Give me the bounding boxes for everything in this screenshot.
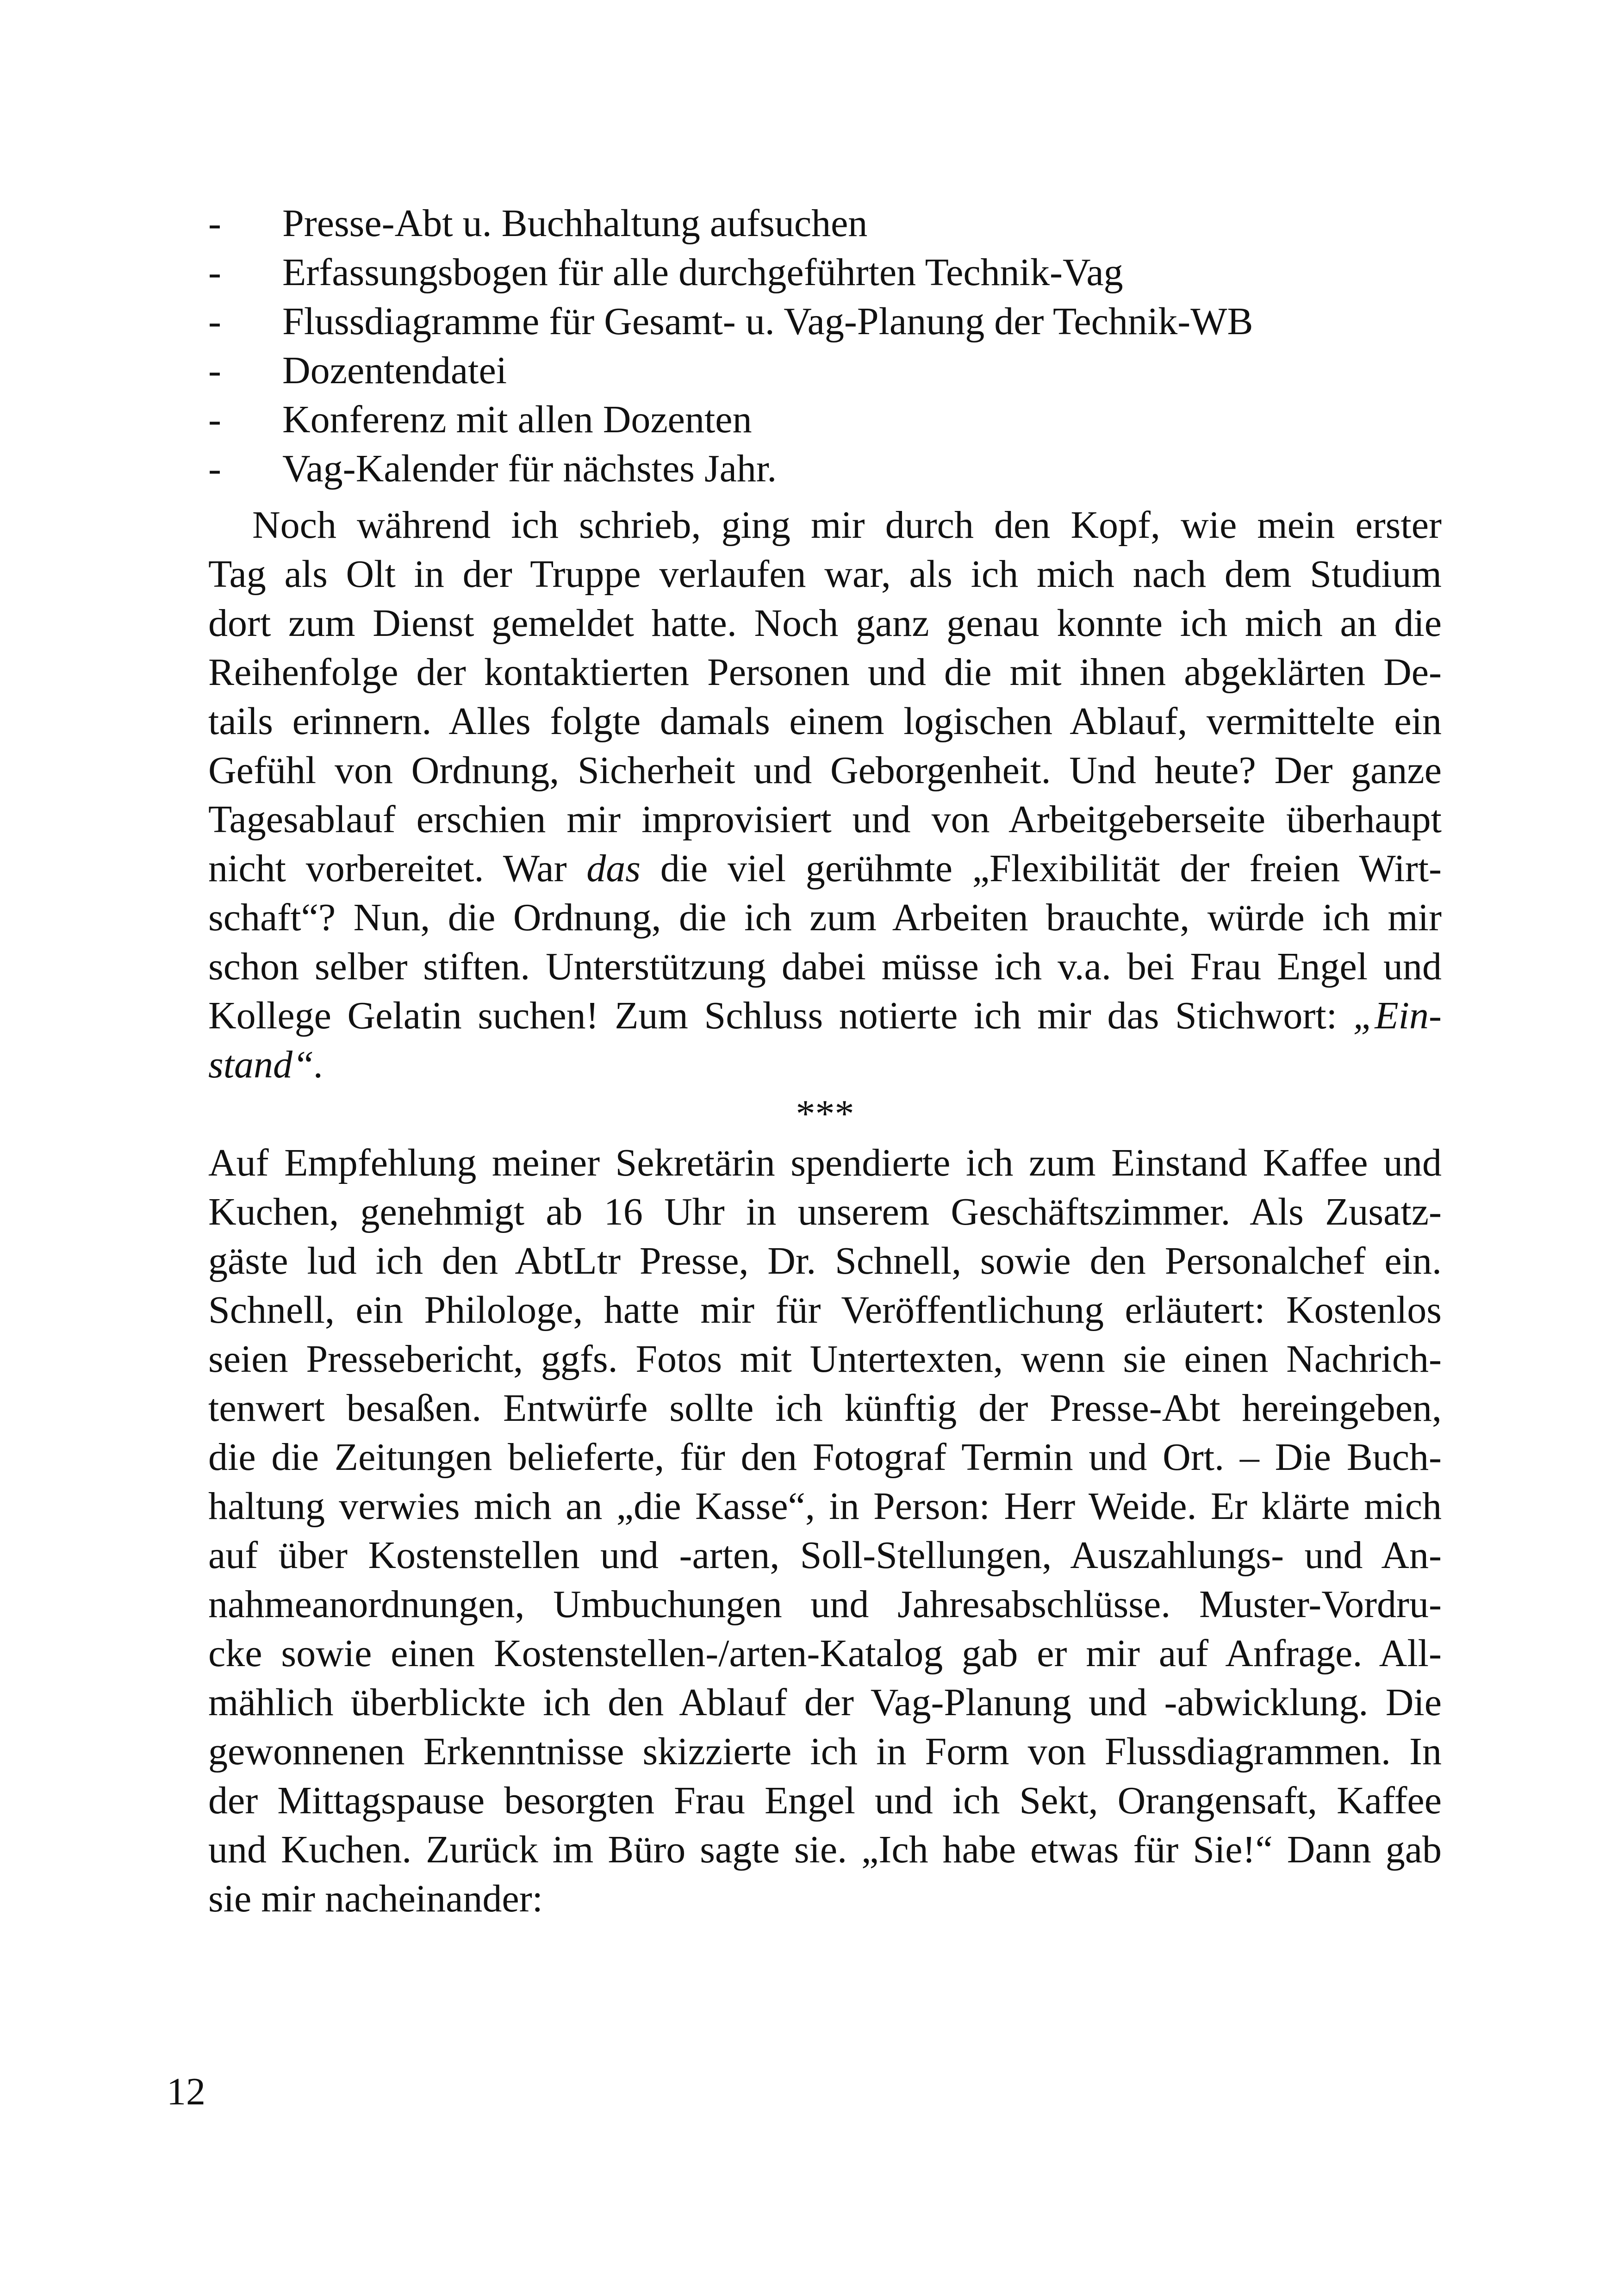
- paragraph-reflection: [208, 501, 1442, 1089]
- paragraph-line: dort zum Dienst gemeldet hatte. Noch ganz genau konnte ich mich an die: [208, 602, 1442, 645]
- paragraph-line: der Mittagspause besorgten Frau Engel und ich Sekt, Orangensaft, Kaffee: [208, 1779, 1442, 1822]
- list-item: - Vag-Kalender für nächstes Jahr.: [208, 444, 1442, 493]
- list-item: - Konferenz mit allen Dozenten: [208, 395, 1442, 444]
- list-item: - Presse-Abt u. Buchhaltung aufsuchen: [208, 199, 1442, 248]
- paragraph-line: sie mir nacheinander:: [208, 1877, 543, 1920]
- list-item: - Erfassungsbogen für alle durchgeführten Technik-Vag: [208, 248, 1442, 297]
- paragraph-line: auf über Kostenstellen und -arten, Soll-Stellungen, Auszahlungs- und An-: [208, 1534, 1442, 1577]
- emphasis: stand“.: [208, 1043, 324, 1086]
- paragraph-einstand: [208, 1139, 1442, 1923]
- paragraph-line: Auf Empfehlung meiner Sekretärin spendierte ich zum Einstand Kaffee und: [208, 1141, 1442, 1184]
- paragraph-line: tails erinnern. Alles folgte damals einem logischen Ablauf, vermittelte ein: [208, 700, 1442, 743]
- paragraph-line: cke sowie einen Kostenstellen-/arten-Katalog gab er mir auf Anfrage. All-: [208, 1632, 1442, 1675]
- emphasis: das: [586, 847, 641, 890]
- list-dash: -: [208, 202, 221, 245]
- paragraph-line: Gefühl von Ordnung, Sicherheit und Geborgenheit. Und heute? Der ganze: [208, 749, 1442, 792]
- list-dash: -: [208, 300, 221, 343]
- paragraph-line: Reihenfolge der kontaktierten Personen und die mit ihnen abgeklärten De-: [208, 651, 1442, 694]
- list-dash: -: [208, 349, 221, 392]
- paragraph-line: Schnell, ein Philologe, hatte mir für Veröffentlichung erläutert: Kostenlos: [208, 1288, 1442, 1332]
- section-separator: ***: [796, 1092, 854, 1135]
- list-item: - Dozentendatei: [208, 346, 1442, 395]
- list-item: - Flussdiagramme für Gesamt- u. Vag-Planung der Technik-WB: [208, 297, 1442, 346]
- todo-list: [208, 199, 1442, 493]
- text-body: [208, 199, 1442, 1923]
- paragraph-line: Kollege Gelatin suchen! Zum Schluss notierte ich mir das Stichwort: „Ein-: [208, 994, 1442, 1037]
- paragraph-line: nahmeanordnungen, Umbuchungen und Jahresabschlüsse. Muster-Vordru-: [208, 1583, 1442, 1626]
- paragraph-line: schon selber stiften. Unterstützung dabei müsse ich v.a. bei Frau Engel und: [208, 945, 1442, 988]
- paragraph-line: tenwert besaßen. Entwürfe sollte ich künftig der Presse-Abt hereingeben,: [208, 1387, 1442, 1430]
- paragraph-line: schaft“? Nun, die Ordnung, die ich zum Arbeiten brauchte, würde ich mir: [208, 896, 1442, 939]
- emphasis: „Ein-: [1353, 994, 1442, 1037]
- page-number: 12: [167, 2070, 205, 2113]
- list-dash: -: [208, 447, 221, 490]
- paragraph-line: gewonnenen Erkenntnisse skizzierte ich in Form von Flussdiagrammen. In: [208, 1730, 1442, 1773]
- paragraph-line: mählich überblickte ich den Ablauf der Vag-Planung und -abwicklung. Die: [208, 1681, 1442, 1724]
- paragraph-line: gäste lud ich den AbtLtr Presse, Dr. Schnell, sowie den Personalchef ein.: [208, 1239, 1442, 1282]
- paragraph-line: haltung verwies mich an „die Kasse“, in Person: Herr Weide. Er klärte mich: [208, 1485, 1442, 1528]
- paragraph-line: und Kuchen. Zurück im Büro sagte sie. „Ich habe etwas für Sie!“ Dann gab: [208, 1828, 1442, 1871]
- list-dash: -: [208, 398, 221, 441]
- paragraph-line: Tagesablauf erschien mir improvisiert und von Arbeitgeberseite überhaupt: [208, 798, 1442, 841]
- paragraph-line: Kuchen, genehmigt ab 16 Uhr in unserem Geschäftszimmer. Als Zusatz-: [208, 1190, 1442, 1233]
- paragraph-line: seien Pressebericht, ggfs. Fotos mit Untertexten, wenn sie einen Nachrich-: [208, 1338, 1442, 1381]
- paragraph-line: Noch während ich schrieb, ging mir durch den Kopf, wie mein erster: [252, 504, 1442, 547]
- paragraph-line: nicht vorbereitet. War das die viel gerühmte „Flexibilität der freien Wirt-: [208, 847, 1442, 890]
- paragraph-line: [208, 1040, 1442, 1089]
- paragraph-line: die die Zeitungen belieferte, für den Fotograf Termin und Ort. – Die Buch-: [208, 1436, 1442, 1479]
- paragraph-line: Tag als Olt in der Truppe verlaufen war, als ich mich nach dem Studium: [208, 553, 1442, 596]
- list-dash: -: [208, 251, 221, 294]
